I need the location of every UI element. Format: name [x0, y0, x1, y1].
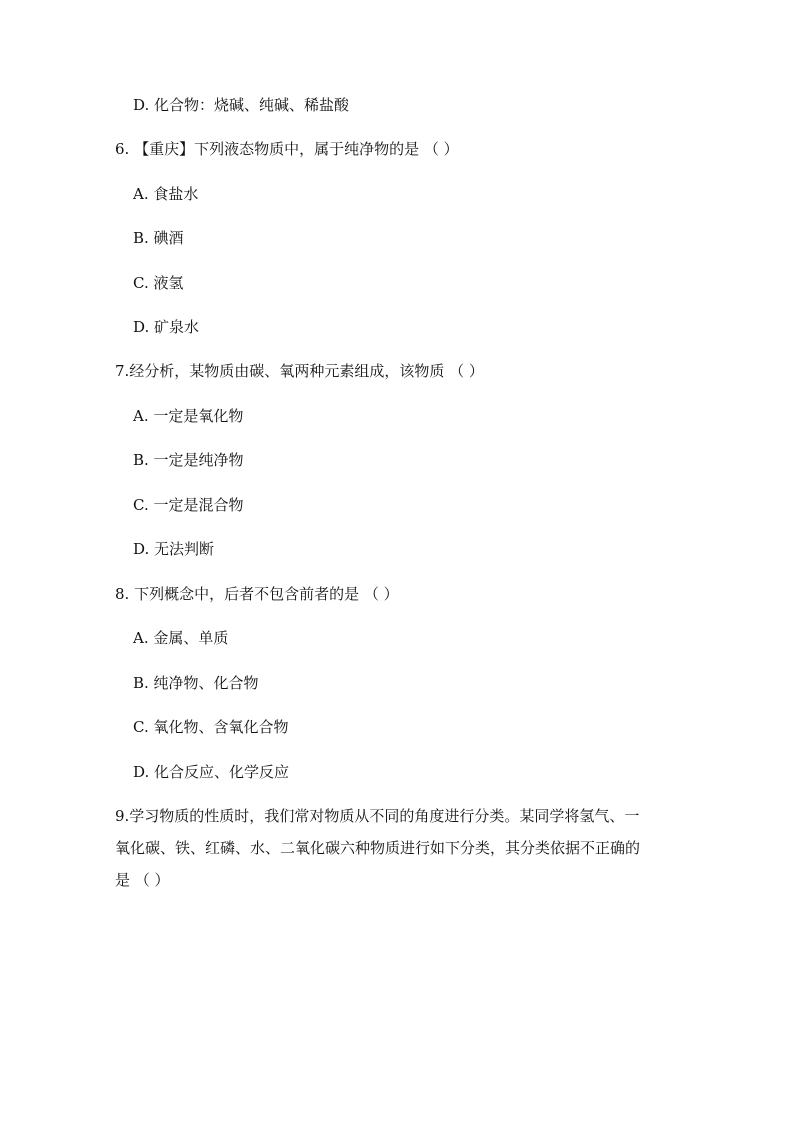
question-8-option-a: A. 金属、单质: [133, 629, 229, 647]
question-7-option-c: C. 一定是混合物: [133, 496, 244, 514]
question-8-option-b: B. 纯净物、化合物: [133, 674, 259, 692]
question-7-option-a: A. 一定是氧化物: [133, 407, 244, 425]
question-6-stem: 6. 【重庆】下列液态物质中，属于纯净物的是 （ ）: [115, 140, 459, 158]
question-6-option-d: D. 矿泉水: [133, 318, 200, 336]
question-6-option-b: B. 碘酒: [133, 229, 184, 247]
question-9-line-1: 9.学习物质的性质时，我们常对物质从不同的角度进行分类。某同学将氢气、一: [115, 807, 640, 825]
question-6-option-c: C. 液氢: [133, 274, 184, 292]
question-7-option-b: B. 一定是纯净物: [133, 451, 244, 469]
question-6-option-a: A. 食盐水: [133, 185, 199, 203]
question-8-option-c: C. 氧化物、含氧化合物: [133, 718, 289, 736]
option-d-prev: D. 化合物：烧碱、纯碱、稀盐酸: [133, 96, 350, 114]
question-9-line-3: 是 （ ）: [115, 871, 170, 889]
question-9-line-2: 氧化碳、铁、红磷、水、二氧化碳六种物质进行如下分类，其分类依据不正确的: [115, 839, 641, 857]
question-8-stem: 8. 下列概念中，后者不包含前者的是 （ ）: [115, 585, 399, 603]
question-7-option-d: D. 无法判断: [133, 540, 215, 558]
question-7-stem: 7.经分析，某物质由碳、氧两种元素组成，该物质 （ ）: [115, 362, 484, 380]
question-8-option-d: D. 化合反应、化学反应: [133, 763, 290, 781]
